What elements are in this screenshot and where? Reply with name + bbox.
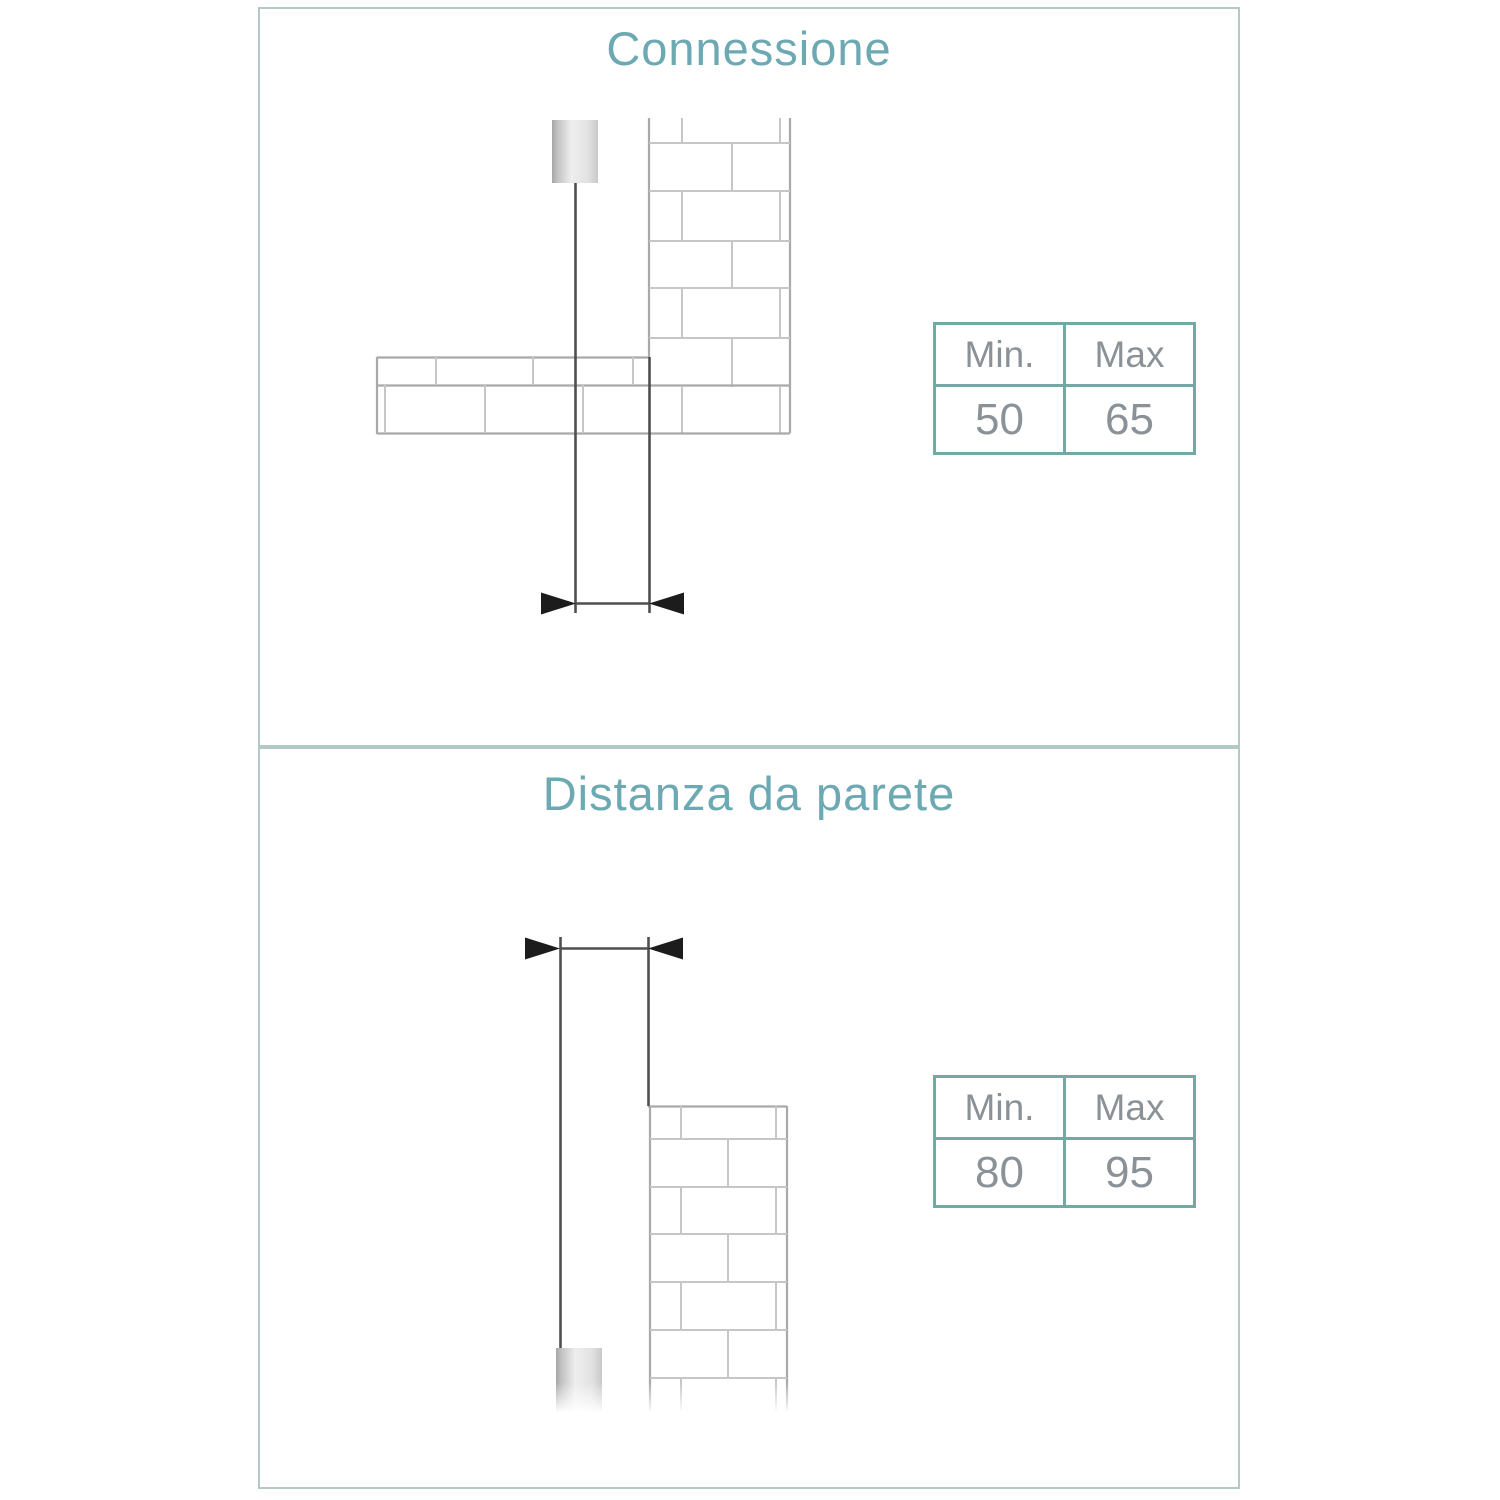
dimension-lines <box>525 937 683 1348</box>
spec-table-connessione <box>933 322 1196 455</box>
panel-title: Distanza da parete <box>542 767 956 820</box>
fade-out-mask <box>510 1382 800 1413</box>
connection-drawing <box>370 110 800 625</box>
spec-table-distanza <box>933 1075 1196 1208</box>
table-value-row <box>935 1139 1195 1207</box>
arrowhead-left <box>541 593 576 615</box>
fade-out-mask-solid <box>510 1411 800 1415</box>
panel-distanza-da-parete <box>258 747 1240 1489</box>
table-value-min: 50 <box>935 386 1065 454</box>
table-header-max: Max <box>1065 324 1195 386</box>
panel-connessione <box>258 7 1240 747</box>
arrowhead-left <box>525 938 560 960</box>
floor-slab <box>377 357 790 434</box>
table-value-max: 95 <box>1065 1139 1195 1207</box>
table-value-row <box>935 386 1195 454</box>
panel-title: Connessione <box>606 22 892 75</box>
table-header-min: Min. <box>935 1077 1065 1139</box>
table-header-max: Max <box>1065 1077 1195 1139</box>
wall-distance-drawing <box>510 930 800 1415</box>
arrowhead-right <box>648 938 683 960</box>
table-value-max: 65 <box>1065 386 1195 454</box>
table-header-min: Min. <box>935 324 1065 386</box>
table-header-row <box>935 324 1195 386</box>
table-value-min: 80 <box>935 1139 1065 1207</box>
brick-wall <box>648 1106 787 1412</box>
arrowhead-right <box>649 593 684 615</box>
table-header-row <box>935 1077 1195 1139</box>
dimension-lines <box>541 183 684 615</box>
pendant-canopy-cylinder <box>552 120 598 183</box>
